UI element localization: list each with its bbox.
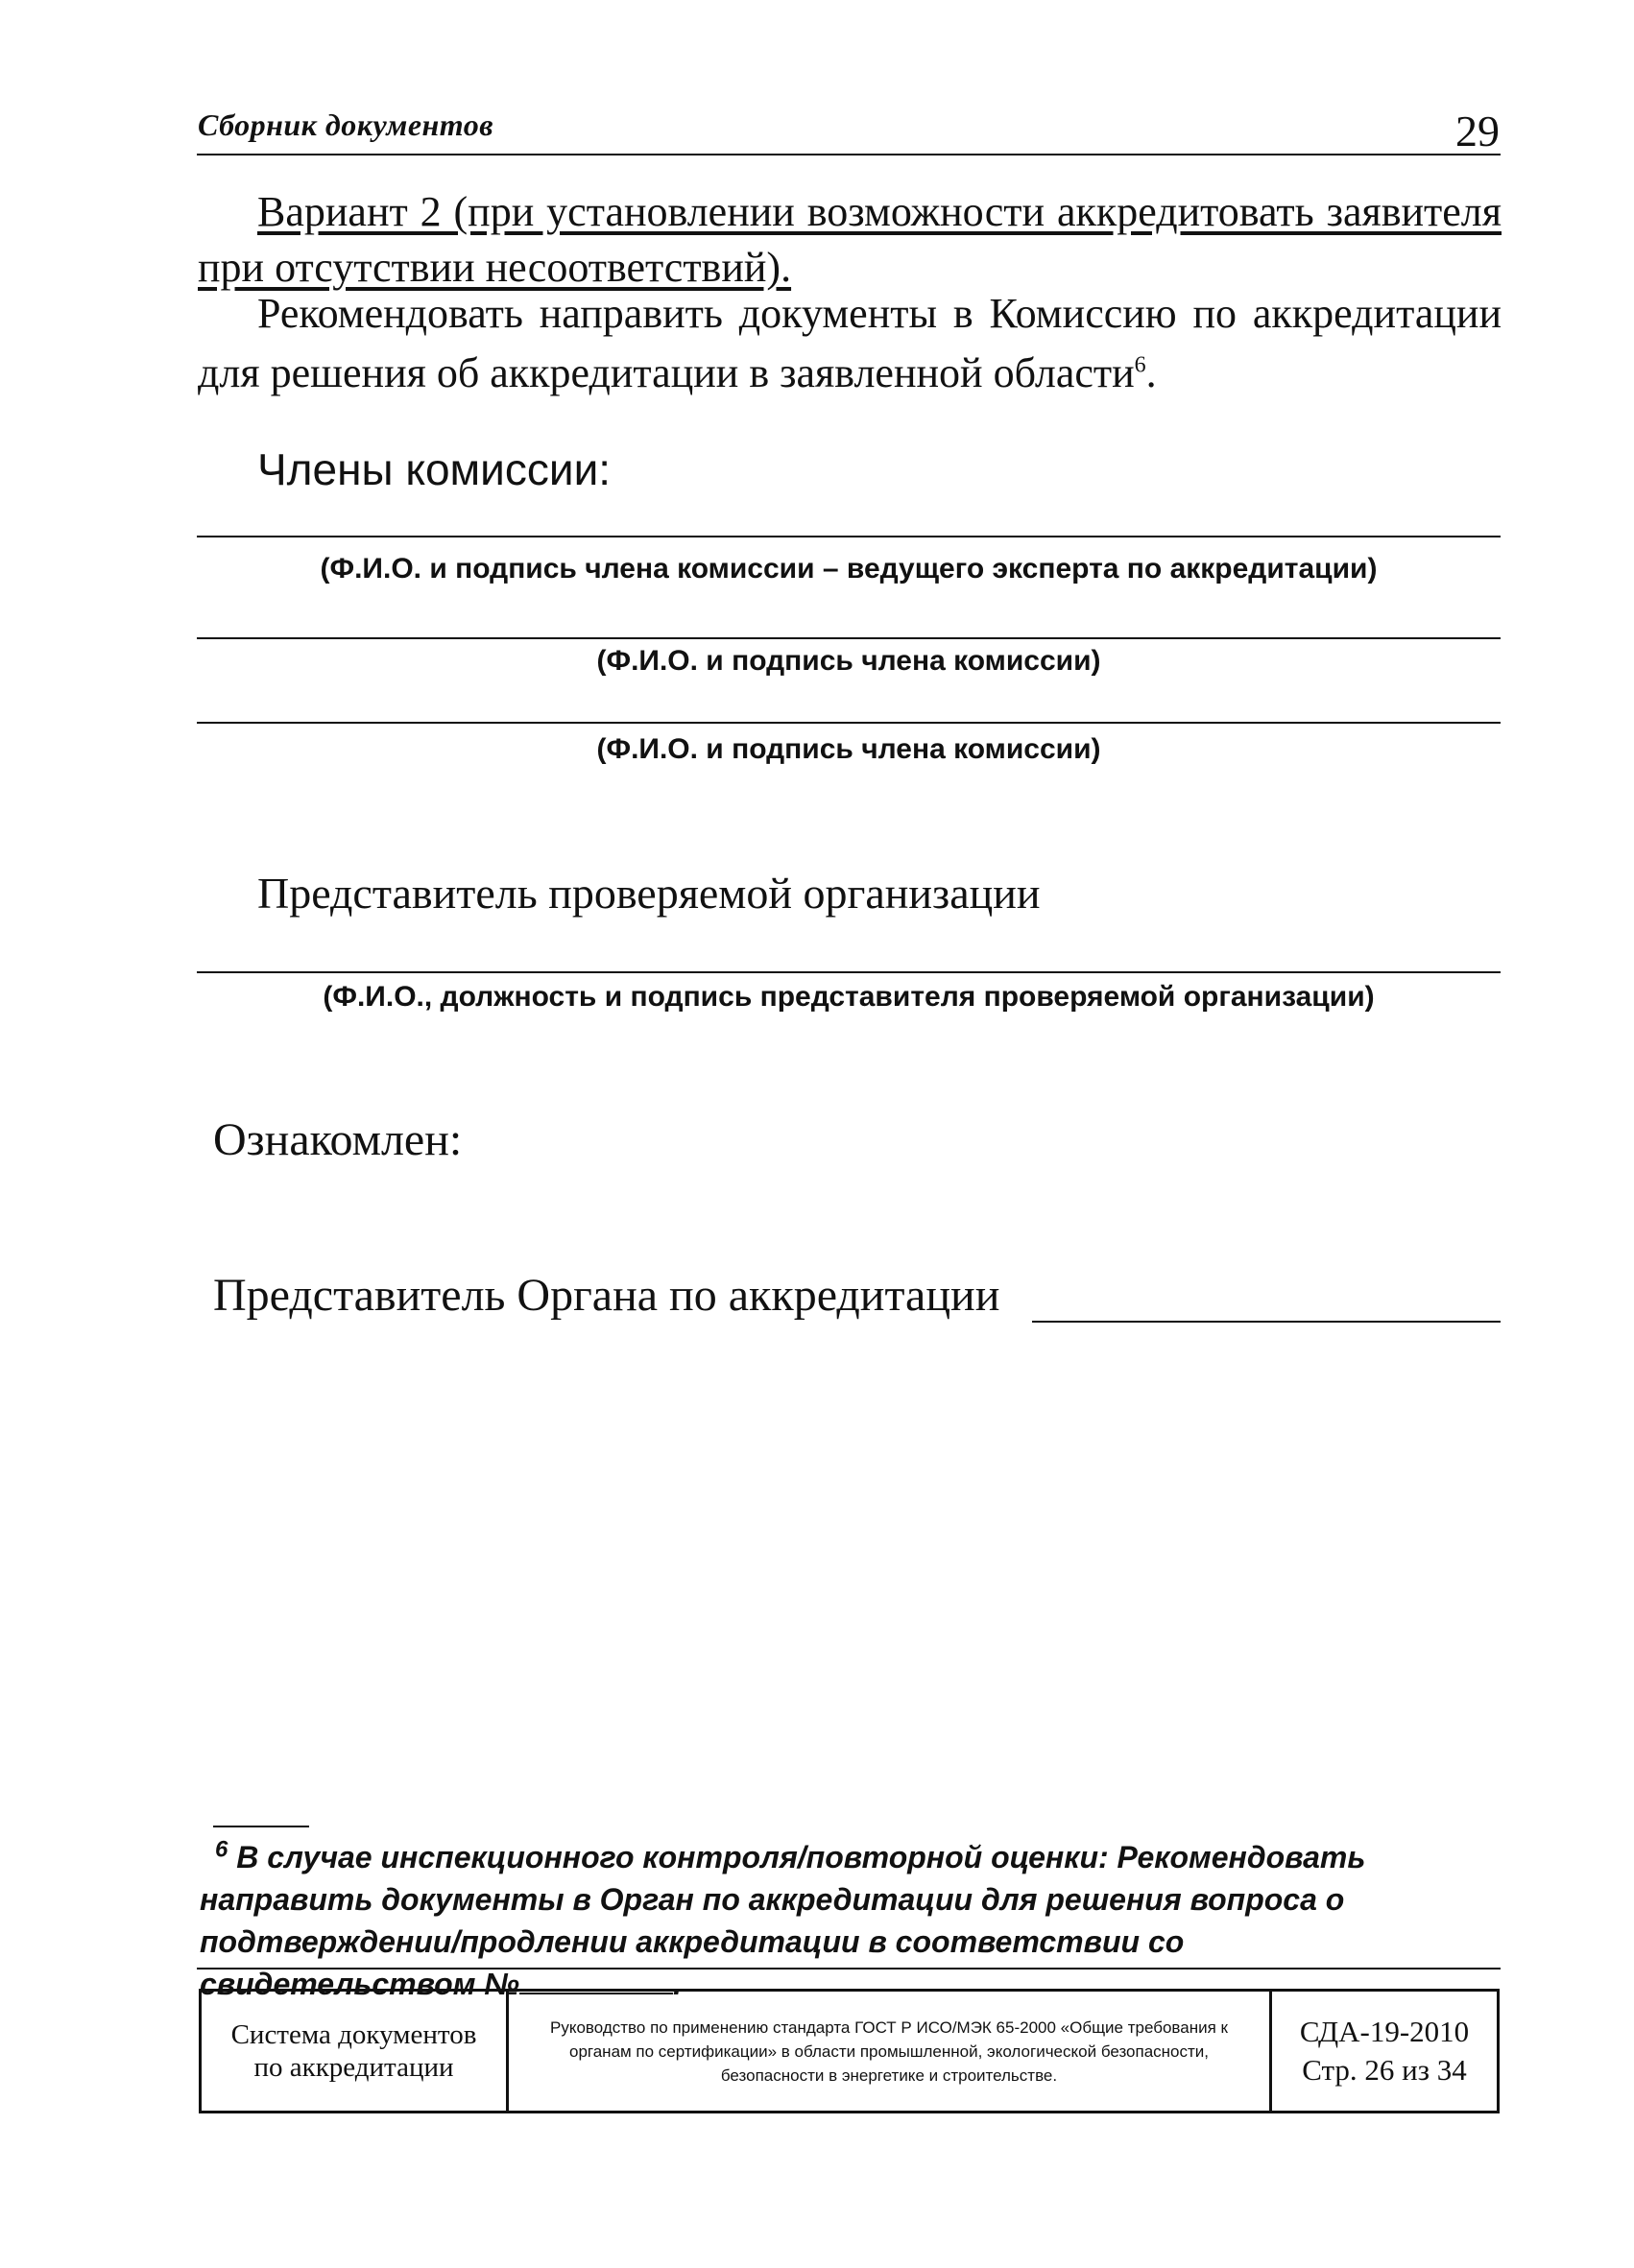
footer-doc-code: СДА-19-2010 <box>1299 2015 1470 2048</box>
recommendation-end: . <box>1145 349 1157 396</box>
accreditation-representative-label: Представитель Органа по аккредитации <box>213 1270 1000 1321</box>
footnote-reference: 6 <box>1134 352 1146 378</box>
signature-caption-member-1: (Ф.И.О. и подпись члена комиссии) <box>596 645 1101 677</box>
footer-description: Руководство по применению стандарта ГОСТ Р ИСО/МЭК 65-2000 «Общие требования к органам по сертификации» в области промышленной, экологической безопасности, безопасности в энергетике и строительстве. <box>550 2017 1228 2085</box>
signature-line-accreditation-representative[interactable] <box>1032 1321 1501 1323</box>
footnote-marker: 6 <box>215 1836 228 1863</box>
footer-system-line1: Система документов <box>230 2019 477 2050</box>
footer-rule <box>197 1968 1501 1970</box>
members-title: Члены комиссии: <box>257 444 612 494</box>
acquainted-label: Ознакомлен: <box>213 1114 463 1165</box>
recommendation-text: Рекомендовать направить документы в Комиссию по аккредитации для решения об аккредитации в заявленной области <box>198 290 1502 396</box>
header-rule <box>197 154 1501 155</box>
footer-system-line2: по аккредитации <box>253 2052 454 2083</box>
footnote-end: . <box>672 1967 682 2001</box>
footnote <box>200 1836 1438 2005</box>
footnote-rule <box>213 1826 309 1827</box>
page-number: 29 <box>1455 107 1500 155</box>
footer-system-wrap <box>231 2018 477 2084</box>
variant-heading <box>198 184 1502 296</box>
footnote-text: В случае инспекционного контроля/повторной оценки: Рекомендовать направить документы в Орган по аккредитации для решения вопроса о подтверждении/продлении аккредитации в соответствии со свидетельством № <box>200 1840 1366 2001</box>
footer-system-cell <box>202 1992 509 2111</box>
recommendation-paragraph <box>198 284 1502 403</box>
org-representative-title: Представитель проверяемой организации <box>257 869 1041 918</box>
footer-description-cell <box>509 1992 1272 2111</box>
signature-caption-org-representative: (Ф.И.О., должность и подпись представителя проверяемой организации) <box>323 981 1375 1013</box>
signature-line-org-representative[interactable] <box>197 971 1501 973</box>
footer-page-info: Стр. 26 из 34 <box>1302 2053 1467 2087</box>
footer-table <box>199 1989 1500 2113</box>
signature-line-lead-expert[interactable] <box>197 536 1501 537</box>
signature-caption-lead-expert: (Ф.И.О. и подпись члена комиссии – ведущего эксперта по аккредитации) <box>320 553 1378 585</box>
footer-code-cell <box>1272 1992 1497 2111</box>
collection-title: Сборник документов <box>198 107 494 142</box>
signature-line-member-2[interactable] <box>197 722 1501 724</box>
variant-heading-text: Вариант 2 (при установлении возможности аккредитовать заявителя при отсутствии несоответствий). <box>198 188 1502 291</box>
signature-caption-member-2: (Ф.И.О. и подпись члена комиссии) <box>596 733 1101 765</box>
signature-line-member-1[interactable] <box>197 637 1501 639</box>
